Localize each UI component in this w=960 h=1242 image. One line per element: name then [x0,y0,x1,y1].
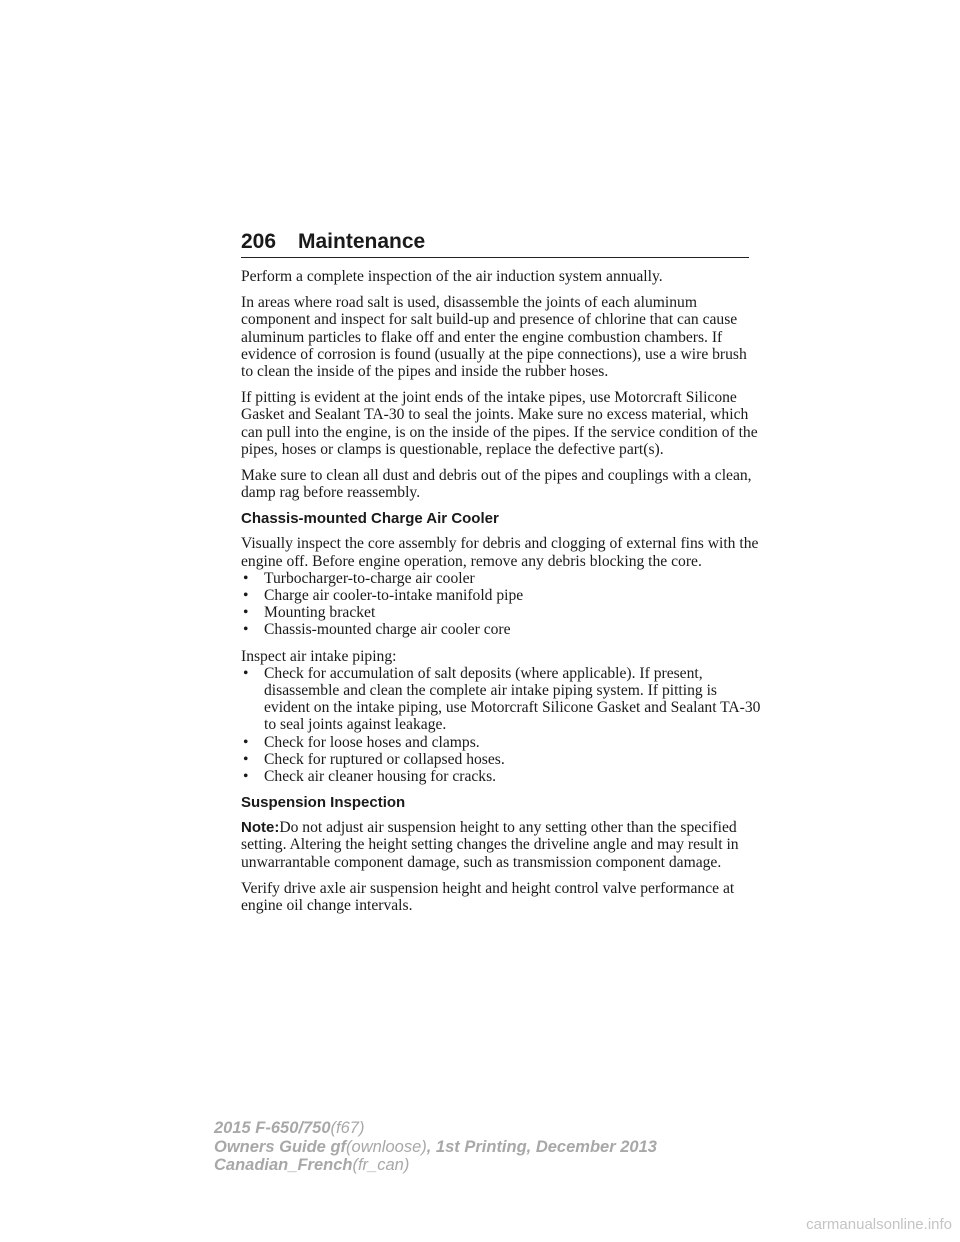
bullet-icon: • [243,768,249,786]
bullet-icon: • [243,750,249,768]
footer-line: 2015 F-650/750(f67) [214,1119,365,1137]
charge-air-cooler-list [241,570,761,639]
list-item: • Check air cleaner housing for cracks. [243,768,497,786]
section-title: Maintenance [298,230,426,253]
bullet-icon: • [243,604,249,622]
section-heading-suspension: Suspension Inspection [241,794,406,812]
paragraph: In areas where road salt is used, disassemble the joints of each aluminum component and inspect for salt build-up and presence of chlorine that can cause aluminum particles to flake off and enter the engine combustion chambers. If evidence of corrosion is found (usually at the pipe connections), use a wire brush to clean the inside of the pipes and inside the rubber hoses. [241,294,747,381]
page-body [241,268,761,923]
intake-piping-list [241,665,761,785]
bullet-icon: • [243,569,249,587]
list-item: • Charge air cooler-to-intake manifold pipe [243,587,524,605]
paragraph: Inspect air intake piping: [241,647,397,665]
print-footer [214,1119,657,1175]
list-item: • Chassis-mounted charge air cooler core [243,621,511,639]
page-number: 206 [241,230,277,253]
watermark: carmanualsonline.info [806,1216,952,1233]
paragraph: If pitting is evident at the joint ends of the intake pipes, use Motorcraft Silicone Gasket and Sealant TA-30 to seal the joints. Make sure no excess material, which can pull into the engine, is on the inside of the pipes. If the service condition of the pipes, hoses or clamps is questionable, replace the defective part(s). [241,389,758,458]
list-item: • Mounting bracket [243,604,376,622]
note-paragraph [241,819,761,871]
bullet-icon: • [243,621,249,639]
paragraph: Verify drive axle air suspension height and height control valve performance at engine oil change intervals. [241,879,735,915]
list-item: • Check for ruptured or collapsed hoses. [243,750,505,768]
bullet-icon: • [243,664,249,682]
paragraph: Visually inspect the core assembly for debris and clogging of external fins with the engine off. Before engine operation, remove any debris blocking the core. [241,535,759,570]
footer-line: Canadian_French(fr_can) [214,1156,410,1174]
note-label: Note: [241,819,280,837]
note-text: Do not adjust air suspension height to any setting other than the specified setting. Altering the height setting changes the driveline angle and may result in unwarrantable component damage, such as transmission component damage. [241,819,739,871]
list-item: • Check for accumulation of salt deposits (where applicable). If present, disassemble and clean the complete air intake piping system. If pitting is evident on the intake piping, use Motorcraft Silicone Gasket and Sealant TA-30 to seal joints against leakage. [243,664,761,734]
bullet-icon: • [243,587,249,605]
page-header [241,229,749,258]
paragraph: Make sure to clean all dust and debris out of the pipes and couplings with a clean, damp rag before reassembly. [241,467,752,502]
list-item: • Check for loose hoses and clamps. [243,733,480,751]
list-item: • Turbocharger-to-charge air cooler [243,569,475,587]
section-heading-charge-air-cooler: Chassis-mounted Charge Air Cooler [241,510,499,528]
paragraph: Perform a complete inspection of the air induction system annually. [241,268,663,285]
bullet-icon: • [243,733,249,751]
footer-line: Owners Guide gf(ownloose), 1st Printing, December 2013 [214,1137,657,1156]
